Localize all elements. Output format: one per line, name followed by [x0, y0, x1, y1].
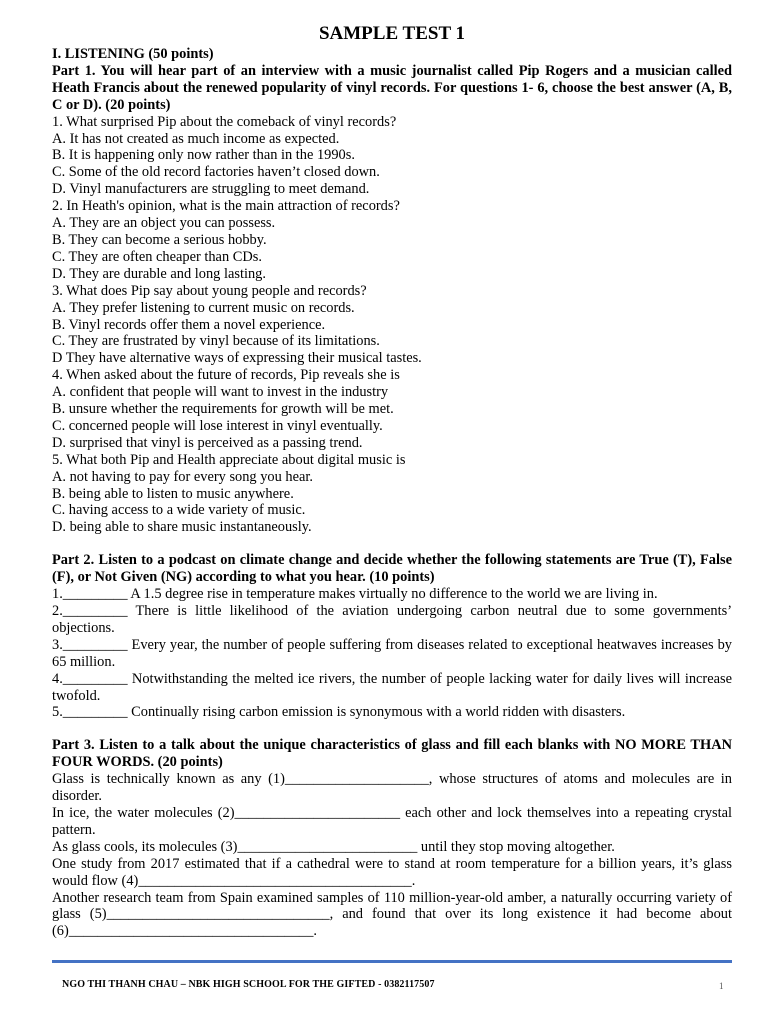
passage-paragraph-5: Another research team from Spain examined samples of 110 million-year-old amber, a naturally occurring variety of glass (5)_______________________________, and found that over its long existence it had become about (6)__________________________________. [52, 889, 732, 940]
option: B. Vinyl records offer them a novel experience. [52, 316, 326, 333]
footer-author: NGO THI THANH CHAU – NBK HIGH SCHOOL FOR THE GIFTED - 0382117507 [62, 979, 435, 990]
passage-paragraph-1: Glass is technically known as any (1)____________________, whose structures of atoms and molecules are in disorder. [52, 771, 732, 805]
statement-1: 1._________ A 1.5 degree rise in temperature makes virtually no difference to the world we are living in. [52, 586, 658, 603]
option: D. They are durable and long lasting. [52, 265, 266, 282]
statement-4: 4._________ Notwithstanding the melted ice rivers, the number of people lacking water for daily lives will increase twofold. [52, 670, 732, 704]
option: B. being able to listen to music anywhere. [52, 485, 294, 502]
question-2: 2. In Heath's opinion, what is the main attraction of records? [52, 198, 400, 215]
statement-5: 5._________ Continually rising carbon emission is synonymous with a world ridden with disasters. [52, 704, 626, 721]
option: B. It is happening only now rather than in the 1990s. [52, 147, 355, 164]
option: A. They prefer listening to current music on records. [52, 299, 355, 316]
option: B. They can become a serious hobby. [52, 231, 267, 248]
option: A. They are an object you can possess. [52, 215, 276, 232]
option: D. surprised that vinyl is perceived as a passing trend. [52, 434, 363, 451]
page-number: 1 [719, 981, 724, 991]
option: D. being able to share music instantaneously. [52, 519, 312, 536]
option: D They have alternative ways of expressing their musical tastes. [52, 350, 422, 367]
part1-questions [52, 114, 732, 537]
page-title: SAMPLE TEST 1 [318, 23, 466, 44]
document-body [52, 22, 732, 940]
option: C. having access to a wide variety of music. [52, 502, 306, 519]
part2-statements [52, 586, 732, 721]
spacer [52, 536, 732, 552]
question-4: 4. When asked about the future of records, Pip reveals she is [52, 367, 400, 384]
option: B. unsure whether the requirements for growth will be met. [52, 401, 394, 418]
option: C. They are often cheaper than CDs. [52, 248, 262, 265]
section-heading-listening: I. LISTENING (50 points) [52, 46, 214, 62]
statement-3: 3._________ Every year, the number of people suffering from diseases related to exceptional heatwaves increases by 65 million. [52, 636, 732, 670]
question-1: 1. What surprised Pip about the comeback of vinyl records? [52, 113, 397, 130]
option: A. It has not created as much income as expected. [52, 130, 340, 147]
passage-paragraph-2: In ice, the water molecules (2)_______________________ each other and lock themselves into a repeating crystal pattern. [52, 804, 732, 838]
passage-paragraph-3: As glass cools, its molecules (3)_________________________ until they stop moving altogether. [52, 838, 615, 855]
option: C. Some of the old record factories haven’t closed down. [52, 164, 380, 181]
option: C. concerned people will lose interest in vinyl eventually. [52, 417, 383, 434]
question-3: 3. What does Pip say about young people and records? [52, 282, 367, 299]
option: D. Vinyl manufacturers are struggling to meet demand. [52, 181, 370, 198]
part1-instruction: Part 1. You will hear part of an interview with a music journalist called Pip Rogers and a musician called Heath Francis about the renewed popularity of vinyl records. For questions 1- 6, choose the best answer (A, B, C or D). (20 points) [52, 62, 732, 113]
passage-paragraph-4: One study from 2017 estimated that if a cathedral were to stand at room temperature for a billion years, it’s glass would flow (4)______________________________________. [52, 855, 732, 889]
option: A. not having to pay for every song you hear. [52, 468, 313, 485]
part2-instruction: Part 2. Listen to a podcast on climate change and decide whether the following statements are True (T), False (F), or Not Given (NG) according to what you hear. (10 points) [52, 552, 732, 586]
part3-passage [52, 771, 732, 940]
question-5: 5. What both Pip and Health appreciate about digital music is [52, 451, 406, 468]
option: C. They are frustrated by vinyl because of its limitations. [52, 333, 380, 350]
option: A. confident that people will want to invest in the industry [52, 384, 389, 401]
statement-2: 2._________ There is little likelihood of the aviation undergoing carbon neutral due to some governments’ objections. [52, 603, 732, 636]
footer-divider [52, 960, 732, 963]
spacer [52, 721, 732, 737]
part3-instruction: Part 3. Listen to a talk about the unique characteristics of glass and fill each blanks with NO MORE THAN FOUR WORDS. (20 points) [52, 737, 732, 771]
